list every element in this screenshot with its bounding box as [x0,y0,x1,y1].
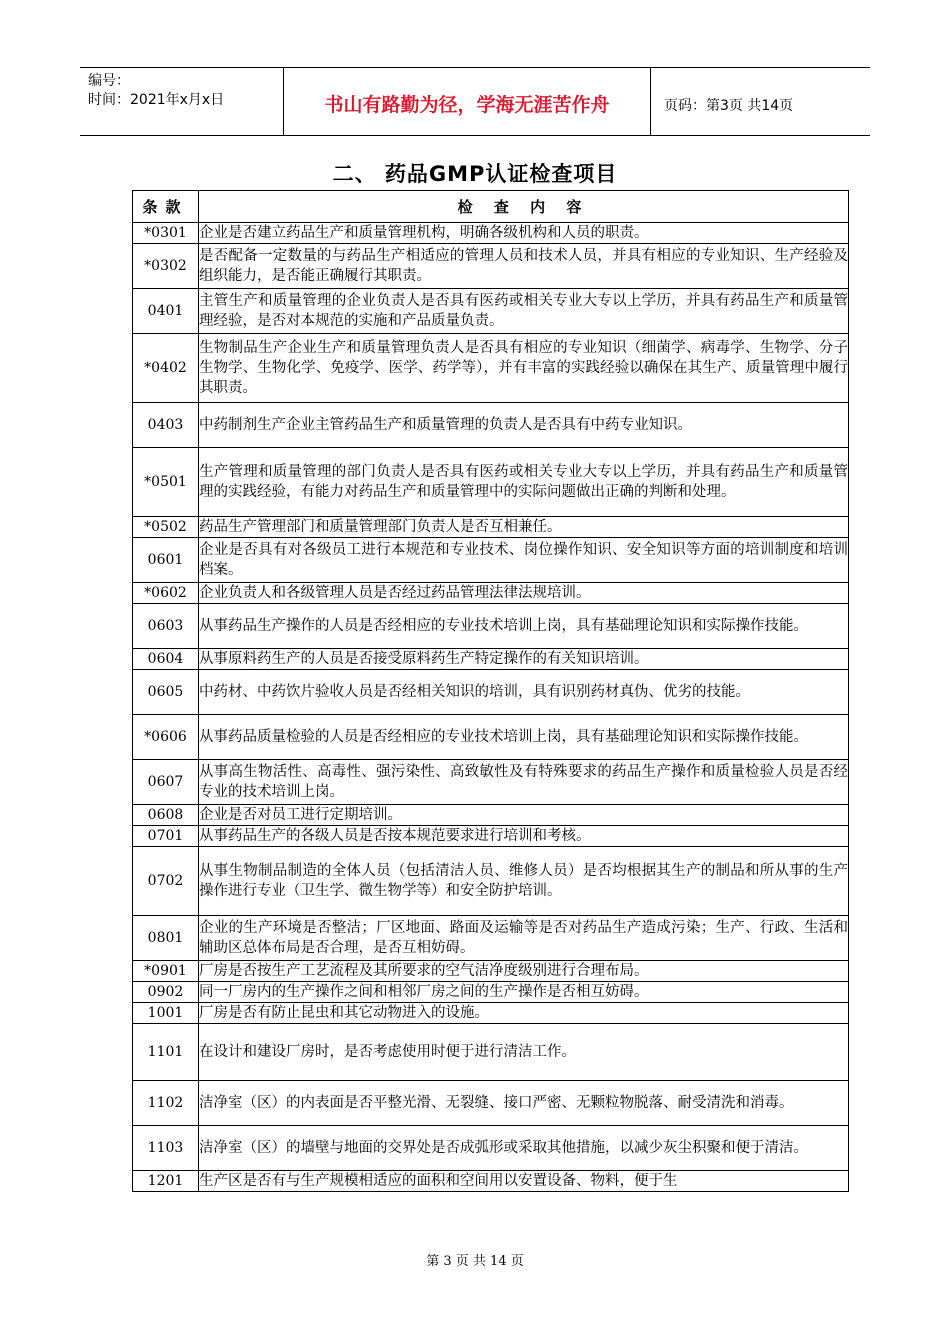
clause-code: *0502 [133,517,199,538]
inspection-content: 是否配备一定数量的与药品生产相适应的管理人员和技术人员，并具有相应的专业知识、生产经验及组织能力，是否能正确履行其职责。 [199,244,849,289]
inspection-content: 生产区是否有与生产规模相适应的面积和空间用以安置设备、物料，便于生 [199,1171,849,1192]
clause-code: 0604 [133,649,199,670]
inspection-content: 企业是否对员工进行定期培训。 [199,805,849,826]
table-row [133,715,849,760]
inspection-content: 企业是否具有对各级员工进行本规范和专业技术、岗位操作知识、安全知识等方面的培训制度和培训档案。 [199,538,849,583]
table-row [133,961,849,982]
table-row [133,403,849,448]
inspection-content: 厂房是否按生产工艺流程及其所要求的空气洁净度级别进行合理布局。 [199,961,849,982]
table-row [133,916,849,961]
clause-code: 1001 [133,1003,199,1024]
clause-code: 0401 [133,289,199,334]
table-row [133,1024,849,1081]
gmp-inspection-table [132,190,849,1192]
inspection-content: 企业的生产环境是否整洁；厂区地面、路面及运输等是否对药品生产造成污染；生产、行政、生活和辅助区总体布局是否合理，是否互相妨碍。 [199,916,849,961]
table-row [133,604,849,649]
document-date-label: 时间：2021年x月x日 [88,92,225,108]
inspection-content: 从事原料药生产的人员是否接受原料药生产特定操作的有关知识培训。 [199,649,849,670]
table-row [133,517,849,538]
table-row [133,289,849,334]
clause-code: 1201 [133,1171,199,1192]
inspection-content: 企业是否建立药品生产和质量管理机构，明确各级机构和人员的职责。 [199,223,849,244]
column-header-content: 检 查 内 容 [199,191,849,223]
inspection-content: 中药材、中药饮片验收人员是否经相关知识的培训，具有识别药材真伪、优劣的技能。 [199,670,849,715]
clause-code: 0801 [133,916,199,961]
inspection-content: 中药制剂生产企业主管药品生产和质量管理的负责人是否具有中药专业知识。 [199,403,849,448]
clause-code: 0605 [133,670,199,715]
page-header [80,67,870,136]
inspection-content: 洁净室（区）的墙壁与地面的交界处是否成弧形或采取其他措施，以减少灰尘积聚和便于清洁。 [199,1126,849,1171]
header-divider [650,68,651,135]
clause-code: 0607 [133,760,199,805]
clause-code: *0606 [133,715,199,760]
table-body [133,223,849,1192]
table-row [133,1081,849,1126]
table-row [133,448,849,517]
document-number-label: 编号： [88,73,130,89]
inspection-content: 从事药品生产操作的人员是否经相应的专业技术培训上岗，具有基础理论知识和实际操作技能。 [199,604,849,649]
inspection-content: 主管生产和质量管理的企业负责人是否具有医药或相关专业大专以上学历，并具有药品生产和质量管理经验，是否对本规范的实施和产品质量负责。 [199,289,849,334]
clause-code: *0402 [133,334,199,403]
table-row [133,805,849,826]
clause-code: 0608 [133,805,199,826]
inspection-content: 从事高生物活性、高毒性、强污染性、高致敏性及有特殊要求的药品生产操作和质量检验人员是否经专业的技术培训上岗。 [199,760,849,805]
inspection-content: 厂房是否有防止昆虫和其它动物进入的设施。 [199,1003,849,1024]
table-row [133,826,849,847]
clause-code: 0603 [133,604,199,649]
clause-code: *0301 [133,223,199,244]
table-row [133,223,849,244]
page-footer: 第 3 页 共 14 页 [426,1254,524,1269]
inspection-content: 企业负责人和各级管理人员是否经过药品管理法律法规培训。 [199,583,849,604]
table-row [133,670,849,715]
clause-code: *0901 [133,961,199,982]
table-row [133,334,849,403]
clause-code: 1103 [133,1126,199,1171]
table-row [133,583,849,604]
clause-code: *0501 [133,448,199,517]
clause-code: 0702 [133,847,199,916]
inspection-content: 从事生物制品制造的全体人员（包括清洁人员、维修人员）是否均根据其生产的制品和所从事的生产操作进行专业（卫生学、微生物学等）和安全防护培训。 [199,847,849,916]
inspection-content: 生物制品生产企业生产和质量管理负责人是否具有相应的专业知识（细菌学、病毒学、生物学、分子生物学、生物化学、免疫学、医学、药学等），并有丰富的实践经验以确保在其生产、质量管理中履行其职责。 [199,334,849,403]
table-row [133,1171,849,1192]
clause-code: 1102 [133,1081,199,1126]
table-row [133,1003,849,1024]
table-row [133,649,849,670]
table-row [133,760,849,805]
inspection-content: 药品生产管理部门和质量管理部门负责人是否互相兼任。 [199,517,849,538]
clause-code: *0302 [133,244,199,289]
clause-code: 0601 [133,538,199,583]
clause-code: 0403 [133,403,199,448]
table-row [133,847,849,916]
table-row [133,1126,849,1171]
table-row [133,982,849,1003]
column-header-code: 条款 [133,191,199,223]
inspection-content: 在设计和建设厂房时，是否考虑使用时便于进行清洁工作。 [199,1024,849,1081]
inspection-content: 从事药品质量检验的人员是否经相应的专业技术培训上岗，具有基础理论知识和实际操作技能。 [199,715,849,760]
table-row [133,538,849,583]
section-title: 二、 药品GMP认证检查项目 [332,162,618,186]
header-motto: 书山有路勤为径，学海无涯苦作舟 [324,94,610,116]
clause-code: 1101 [133,1024,199,1081]
inspection-content: 同一厂房内的生产操作之间和相邻厂房之间的生产操作是否相互妨碍。 [199,982,849,1003]
clause-code: 0902 [133,982,199,1003]
header-left [88,72,224,110]
inspection-content: 生产管理和质量管理的部门负责人是否具有医药或相关专业大专以上学历，并具有药品生产和质量管理的实践经验，有能力对药品生产和质量管理中的实际问题做出正确的判断和处理。 [199,448,849,517]
clause-code: 0701 [133,826,199,847]
inspection-content: 洁净室（区）的内表面是否平整光滑、无裂缝、接口严密、无颗粒物脱落、耐受清洗和消毒。 [199,1081,849,1126]
table-row [133,244,849,289]
inspection-content: 从事药品生产的各级人员是否按本规范要求进行培训和考核。 [199,826,849,847]
clause-code: *0602 [133,583,199,604]
header-page-label: 页码：第3页 共14页 [664,98,794,114]
table-header-row [133,191,849,223]
